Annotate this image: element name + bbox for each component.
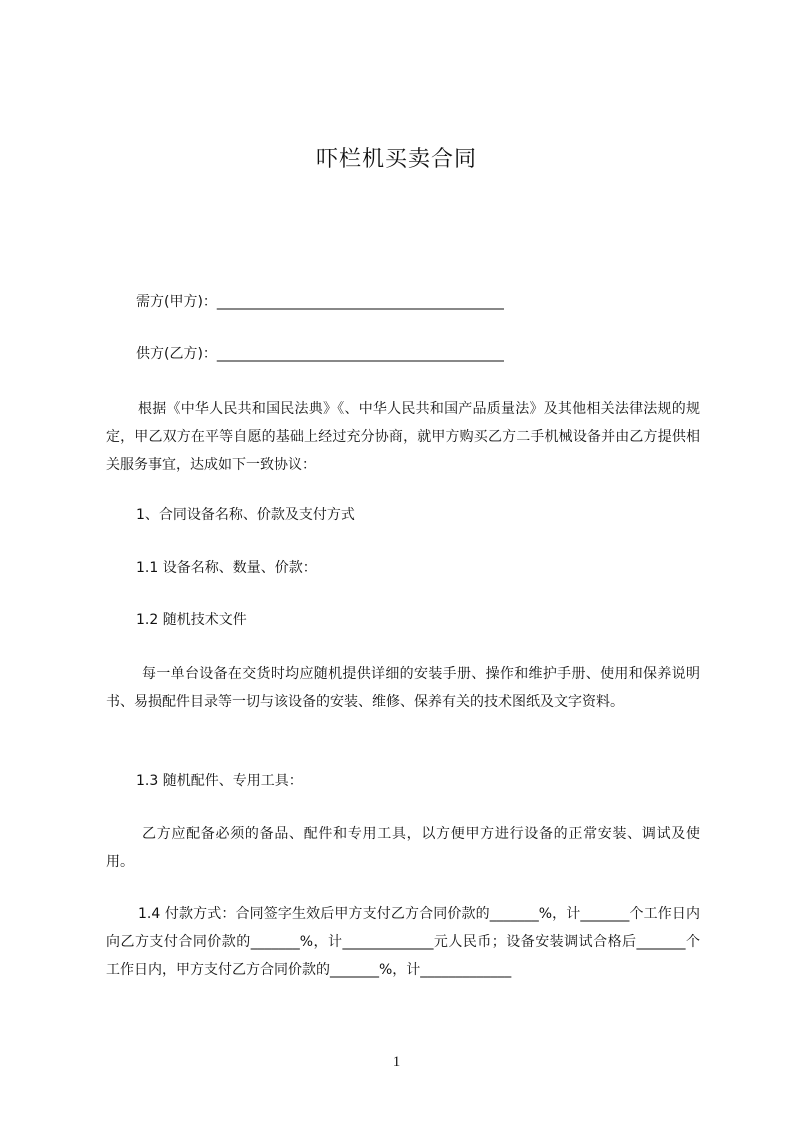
page-number: 1 (392, 1054, 401, 1070)
section-1-2-paragraph: 每一单台设备在交货时均应随机提供详细的安装手册、操作和维护手册、使用和保养说明书、易损配件目录等一切与该设备的安装、维修、保养有关的技术图纸及文字资料。 (106, 666, 700, 710)
intro-paragraph: 根据《中华人民共和国民法典》《、中华人民共和国产品质量法》及其他相关法律法规的规定，甲乙双方在平等自愿的基础上经过充分协商，就甲方购买乙方二手机械设备并由乙方提供相关服务事宜，达成如下一致协议： (106, 401, 700, 473)
section-1-3-paragraph: 乙方应配备必须的备品、配件和专用工具，以方便甲方进行设备的正常安装、调试及使用。 (106, 826, 700, 870)
section-1-heading: 1、合同设备名称、价款及支付方式 (136, 507, 355, 523)
section-1-3-heading: 1.3 随机配件、专用工具： (136, 773, 303, 789)
section-1-2-heading: 1.2 随机技术文件 (136, 612, 247, 628)
party-b-line: 供方(乙方)：_________________________________________ (136, 346, 504, 362)
document-title: 吓栏机买卖合同 (315, 147, 477, 172)
party-a-line: 需方(甲方)：_________________________________________ (136, 294, 504, 310)
section-1-4-paragraph: 1.4 付款方式：合同签字生效后甲方支付乙方合同价款的_______%，计_______个工作日内向乙方支付合同价款的_______%，计_____________元人民币；设备安装调试合格后_______个工作日内，甲方支付乙方合同价款的_______%，计_____________ (106, 906, 700, 978)
section-1-1-heading: 1.1 设备名称、数量、价款： (136, 560, 317, 576)
